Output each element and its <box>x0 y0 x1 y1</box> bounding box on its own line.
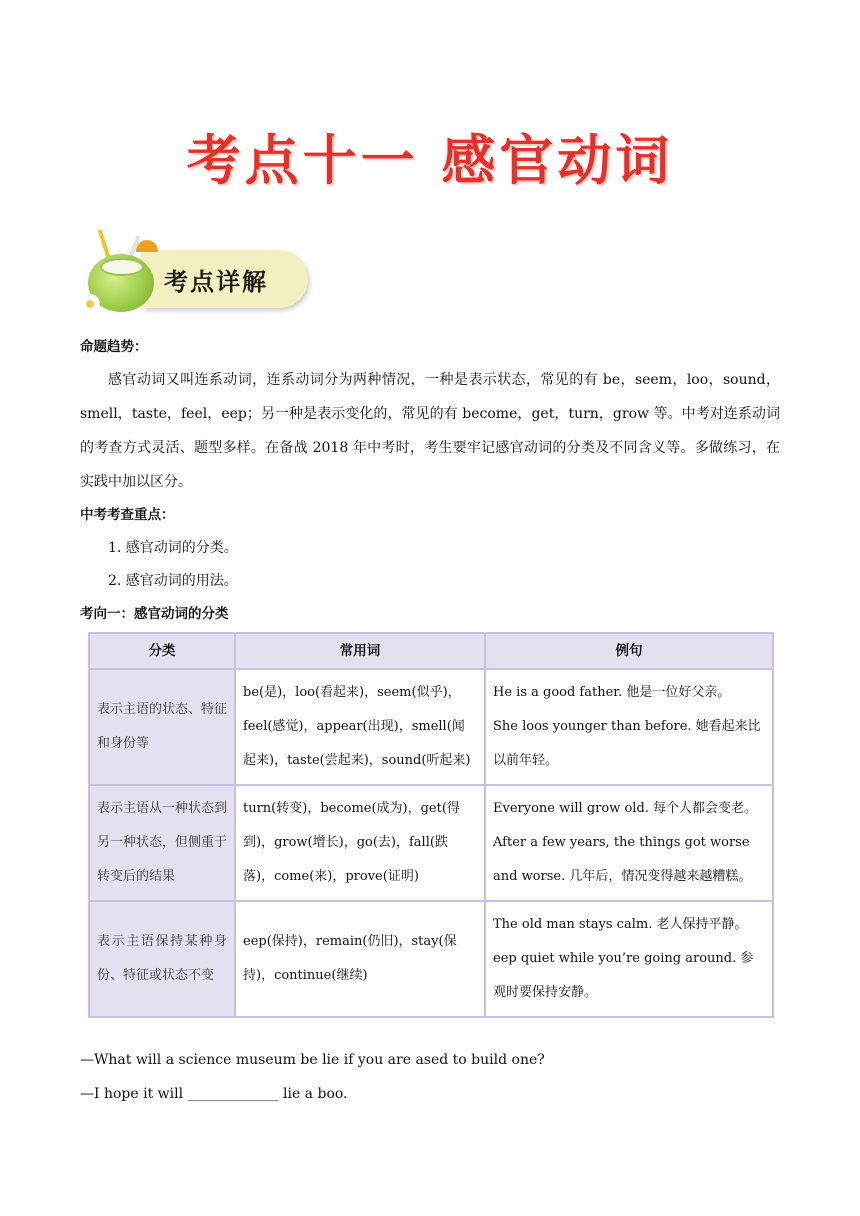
focus-item: 1. 感官动词的分类。 <box>108 540 238 556</box>
banner-label: 考点详解 <box>164 268 268 296</box>
table-row <box>89 669 773 785</box>
category-cell: 表示主语保持某种身份、特征或状态不变 <box>89 901 235 1017</box>
umbrella-icon <box>136 240 158 252</box>
words-cell: turn(转变)，become(成为)，get(得到)，grow(增长)，go(去)，fall(跌落)，come(来)，prove(证明) <box>235 785 485 901</box>
examples-cell <box>485 785 773 901</box>
column-header: 常用词 <box>235 633 485 669</box>
category-cell: 表示主语的状态、特征和身份等 <box>89 669 235 785</box>
example-sentence: After a few years, the things got worse and worse. 几年后，情况变得越来越糟糕。 <box>493 835 752 884</box>
page-title: 考点十一 感官动词 <box>186 129 674 192</box>
table-row <box>89 785 773 901</box>
section-banner <box>80 228 310 318</box>
section-heading: 考向一：感官动词的分类 <box>80 606 229 622</box>
trend-paragraph: 感官动词又叫连系动词，连系动词分为两种情况，一种是表示状态，常见的有 be，seem，loo，sound，smell，taste，feel，eep；另一种是表示变化的，常见的有 become，get，turn，grow 等。中考对连系动词的考查方式灵活、题型多样。在备战 2018 年中考时，考生要牢记感官动词的分类及不同含义等。多做练习，在实践中加以区分。 <box>80 372 780 490</box>
examples-cell <box>485 901 773 1017</box>
column-header: 例句 <box>485 633 773 669</box>
flower-icon <box>80 294 100 314</box>
example-sentence: Everyone will grow old. 每个人都会变老。 <box>493 801 758 816</box>
words-cell: eep(保持)，remain(仍旧)，stay(保持)，continue(继续) <box>235 901 485 1017</box>
examples-cell <box>485 669 773 785</box>
words-cell: be(是)，loo(看起来)，seem(似乎)，feel(感觉)，appear(出现)，smell(闻起来)，taste(尝起来)，sound(听起来) <box>235 669 485 785</box>
table-header-row <box>89 633 773 669</box>
table-row <box>89 901 773 1017</box>
example-sentence: She loos younger than before. 她看起来比以前年轻。 <box>493 719 761 768</box>
example-sentence: eep quiet while you’re going around. 参观时要保持安静。 <box>493 951 754 1000</box>
column-header: 分类 <box>89 633 235 669</box>
focus-heading: 中考考查重点： <box>80 507 175 523</box>
example-sentence: The old man stays calm. 老人保持平静。 <box>493 917 748 932</box>
trend-heading: 命题趋势： <box>80 339 148 355</box>
category-cell: 表示主语从一种状态到另一种状态，但侧重于转变后的结果 <box>89 785 235 901</box>
dialog-line: —I hope it will _____________ lie a boo. <box>80 1086 348 1102</box>
coconut-top-icon <box>100 258 144 276</box>
dialog-line: —What will a science museum be lie if you are ased to build one? <box>80 1052 545 1068</box>
focus-item: 2. 感官动词的用法。 <box>108 573 238 589</box>
example-sentence: He is a good father. 他是一位好父亲。 <box>493 685 731 700</box>
classification-table <box>88 632 774 1018</box>
